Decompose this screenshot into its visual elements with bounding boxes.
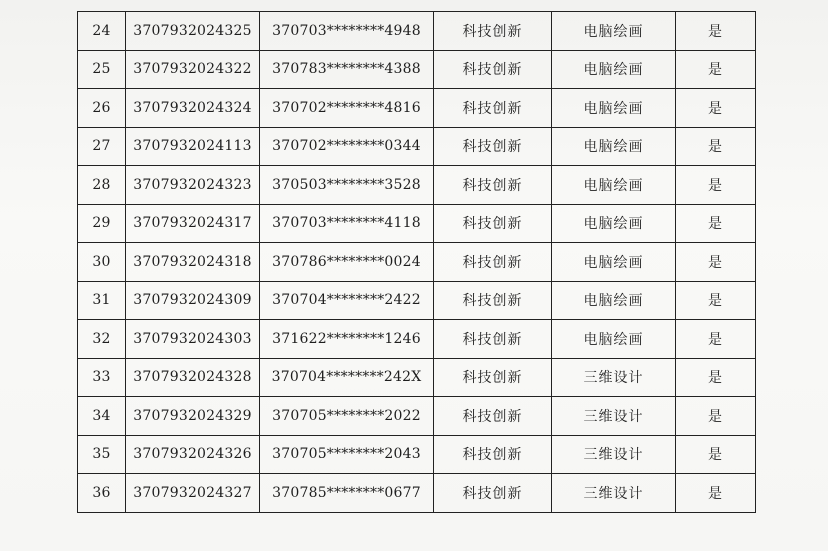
category-cell: 科技创新 [434, 320, 552, 359]
flag-cell: 是 [676, 320, 756, 359]
flag-cell: 是 [676, 12, 756, 51]
registration-number-cell: 3707932024326 [126, 435, 260, 474]
category-cell: 科技创新 [434, 243, 552, 282]
table-row [78, 435, 756, 474]
flag-cell: 是 [676, 474, 756, 513]
table-row [78, 127, 756, 166]
item-cell: 电脑绘画 [552, 204, 676, 243]
item-cell: 三维设计 [552, 358, 676, 397]
masked-id-cell: 370785********0677 [260, 474, 434, 513]
masked-id-cell: 370702********4816 [260, 89, 434, 128]
row-seq-cell: 25 [78, 50, 126, 89]
row-seq-cell: 34 [78, 397, 126, 436]
category-cell: 科技创新 [434, 474, 552, 513]
masked-id-cell: 370704********2422 [260, 281, 434, 320]
item-cell: 电脑绘画 [552, 127, 676, 166]
item-cell: 三维设计 [552, 474, 676, 513]
registration-number-cell: 3707932024303 [126, 320, 260, 359]
category-cell: 科技创新 [434, 166, 552, 205]
masked-id-cell: 370503********3528 [260, 166, 434, 205]
item-cell: 电脑绘画 [552, 89, 676, 128]
category-cell: 科技创新 [434, 204, 552, 243]
table-row [78, 397, 756, 436]
registration-number-cell: 3707932024317 [126, 204, 260, 243]
row-seq-cell: 31 [78, 281, 126, 320]
category-cell: 科技创新 [434, 12, 552, 51]
masked-id-cell: 371622********1246 [260, 320, 434, 359]
table-row [78, 166, 756, 205]
registration-number-cell: 3707932024322 [126, 50, 260, 89]
registration-number-cell: 3707932024323 [126, 166, 260, 205]
item-cell: 电脑绘画 [552, 50, 676, 89]
table-row [78, 243, 756, 282]
flag-cell: 是 [676, 435, 756, 474]
category-cell: 科技创新 [434, 127, 552, 166]
flag-cell: 是 [676, 127, 756, 166]
item-cell: 电脑绘画 [552, 166, 676, 205]
row-seq-cell: 35 [78, 435, 126, 474]
category-cell: 科技创新 [434, 50, 552, 89]
table-row [78, 12, 756, 51]
table-row [78, 474, 756, 513]
item-cell: 电脑绘画 [552, 320, 676, 359]
masked-id-cell: 370703********4118 [260, 204, 434, 243]
row-seq-cell: 29 [78, 204, 126, 243]
masked-id-cell: 370783********4388 [260, 50, 434, 89]
registration-number-cell: 3707932024329 [126, 397, 260, 436]
flag-cell: 是 [676, 89, 756, 128]
flag-cell: 是 [676, 358, 756, 397]
masked-id-cell: 370786********0024 [260, 243, 434, 282]
flag-cell: 是 [676, 281, 756, 320]
category-cell: 科技创新 [434, 89, 552, 128]
masked-id-cell: 370705********2043 [260, 435, 434, 474]
registration-number-cell: 3707932024328 [126, 358, 260, 397]
row-seq-cell: 27 [78, 127, 126, 166]
table-row [78, 281, 756, 320]
registration-number-cell: 3707932024318 [126, 243, 260, 282]
category-cell: 科技创新 [434, 281, 552, 320]
table-row [78, 50, 756, 89]
masked-id-cell: 370703********4948 [260, 12, 434, 51]
flag-cell: 是 [676, 50, 756, 89]
table-row [78, 358, 756, 397]
registration-number-cell: 3707932024324 [126, 89, 260, 128]
flag-cell: 是 [676, 166, 756, 205]
registration-number-cell: 3707932024113 [126, 127, 260, 166]
flag-cell: 是 [676, 204, 756, 243]
row-seq-cell: 30 [78, 243, 126, 282]
row-seq-cell: 28 [78, 166, 126, 205]
row-seq-cell: 24 [78, 12, 126, 51]
registration-number-cell: 3707932024309 [126, 281, 260, 320]
masked-id-cell: 370705********2022 [260, 397, 434, 436]
masked-id-cell: 370704********242X [260, 358, 434, 397]
row-seq-cell: 33 [78, 358, 126, 397]
row-seq-cell: 26 [78, 89, 126, 128]
flag-cell: 是 [676, 397, 756, 436]
table-row [78, 89, 756, 128]
row-seq-cell: 36 [78, 474, 126, 513]
item-cell: 电脑绘画 [552, 12, 676, 51]
item-cell: 电脑绘画 [552, 243, 676, 282]
category-cell: 科技创新 [434, 397, 552, 436]
item-cell: 三维设计 [552, 397, 676, 436]
flag-cell: 是 [676, 243, 756, 282]
roster-table-body [78, 12, 756, 513]
masked-id-cell: 370702********0344 [260, 127, 434, 166]
registration-number-cell: 3707932024327 [126, 474, 260, 513]
table-row [78, 204, 756, 243]
item-cell: 三维设计 [552, 435, 676, 474]
roster-table [77, 11, 756, 513]
category-cell: 科技创新 [434, 358, 552, 397]
registration-number-cell: 3707932024325 [126, 12, 260, 51]
row-seq-cell: 32 [78, 320, 126, 359]
category-cell: 科技创新 [434, 435, 552, 474]
table-row [78, 320, 756, 359]
item-cell: 电脑绘画 [552, 281, 676, 320]
